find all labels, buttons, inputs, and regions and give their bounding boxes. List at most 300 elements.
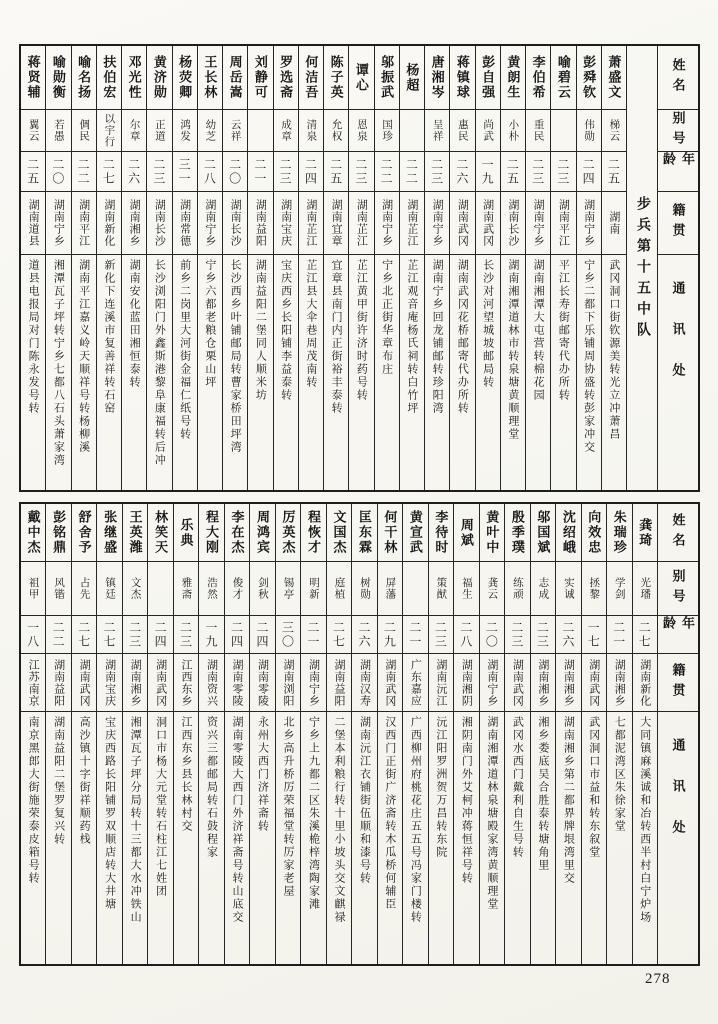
alias-cell-text: 清泉 <box>305 119 317 142</box>
origin-cell-text: 湖南 <box>607 211 620 235</box>
address-cell-text: 长沙对河望城坡邮局转 <box>481 259 494 389</box>
origin-cell-text: 湖南益阳 <box>332 658 345 707</box>
age-cell-text: 二七 <box>101 157 116 186</box>
name-cell <box>46 504 70 562</box>
name-cell <box>327 504 351 562</box>
name-cell-text: 张继盛 <box>102 510 118 555</box>
origin-cell-text: 湖南汉寿 <box>358 658 371 707</box>
alias-cell-text: 国珍 <box>381 119 393 142</box>
alias-cell <box>607 562 631 616</box>
origin-cell <box>72 654 96 712</box>
name-cell-text: 乐典 <box>178 517 194 548</box>
alias-cell <box>378 562 402 616</box>
address-cell-text: 平江长寿街邮寄代办所转 <box>557 259 570 402</box>
address-cell <box>122 255 146 490</box>
age-cell <box>225 616 249 654</box>
alias-cell <box>480 562 504 616</box>
name-cell <box>425 46 449 110</box>
age-cell-text: 二二 <box>404 157 419 186</box>
person-column <box>453 504 478 964</box>
alias-cell <box>148 562 172 616</box>
name-cell-text: 杨超 <box>404 62 420 93</box>
age-cell-text: 二一 <box>305 620 320 649</box>
alias-cell <box>551 110 575 152</box>
origin-cell <box>324 192 348 255</box>
address-cell-text: 宁乡二都下乐铺周协盛转彭家冲交 <box>582 259 595 454</box>
origin-cell <box>556 654 580 712</box>
address-cell <box>250 712 274 964</box>
name-cell <box>123 504 147 562</box>
name-cell-text: 黄济勋 <box>151 55 167 100</box>
age-cell-text: 二三 <box>555 157 570 186</box>
address-cell-text: 七都泥湾区朱徐家堂 <box>613 716 626 833</box>
age-cell <box>324 152 348 192</box>
age-cell-text: 二四 <box>229 620 244 649</box>
age-cell-text: 二七 <box>76 620 91 649</box>
age-cell <box>633 616 657 654</box>
address-cell <box>301 712 325 964</box>
origin-cell <box>199 654 223 712</box>
address-cell <box>72 712 96 964</box>
origin-cell <box>21 192 45 255</box>
address-cell <box>174 712 198 964</box>
name-cell-text: 彭自强 <box>480 55 496 100</box>
origin-cell <box>400 192 424 255</box>
address-cell-text: 湘潭瓦子坪分局转十三都大水冲铁山 <box>129 716 142 924</box>
person-column <box>555 504 580 964</box>
person-column <box>606 504 631 964</box>
alias-cell <box>21 110 45 152</box>
person-column <box>479 504 504 964</box>
name-cell-text: 谭心 <box>353 62 369 93</box>
alias-cell <box>72 562 96 616</box>
alias-cell-text: 俊才 <box>231 577 243 600</box>
person-column <box>275 504 300 964</box>
name-cell-text: 文国杰 <box>331 510 347 555</box>
name-cell <box>352 504 376 562</box>
age-cell-text: 二二 <box>51 620 66 649</box>
name-cell-text: 朱瑞珍 <box>611 510 627 555</box>
alias-cell-text: 庭植 <box>333 577 345 600</box>
column-header-1 <box>658 110 698 152</box>
alias-cell <box>198 110 222 152</box>
address-cell <box>223 255 247 490</box>
address-cell-text: 宁乡六都老粮仓栗山坪 <box>203 259 216 389</box>
alias-cell-text: 惠民 <box>456 119 468 142</box>
origin-cell-text: 湖南宁乡 <box>52 199 65 247</box>
alias-cell-text: 梯云 <box>608 119 620 142</box>
age-cell-text: 二六 <box>126 157 141 186</box>
address-cell <box>97 712 121 964</box>
age-cell <box>174 616 198 654</box>
name-cell <box>429 504 453 562</box>
alias-cell <box>123 562 147 616</box>
name-cell <box>174 504 198 562</box>
address-cell <box>21 255 45 490</box>
name-cell-text: 何干林 <box>382 510 398 555</box>
alias-cell-text: 镇廷 <box>104 577 116 600</box>
address-cell-text: 洞口市杨大元堂转石柱江七姓团 <box>154 716 167 898</box>
alias-cell <box>223 110 247 152</box>
name-cell <box>72 46 96 110</box>
name-cell <box>607 504 631 562</box>
name-cell-text: 扶伯宏 <box>101 55 117 100</box>
alias-cell-text: 云祥 <box>229 119 241 142</box>
age-cell <box>400 152 424 192</box>
name-cell <box>582 504 606 562</box>
age-cell <box>480 616 504 654</box>
alias-cell <box>274 110 298 152</box>
age-cell <box>299 152 323 192</box>
origin-cell-text: 湖南宝庆 <box>279 199 292 247</box>
age-cell-text: 二六 <box>454 157 469 186</box>
origin-cell-text: 湖南宁乡 <box>532 199 545 247</box>
age-cell-text: 二五 <box>328 157 343 186</box>
origin-cell <box>250 654 274 712</box>
age-cell-text: 二三 <box>127 620 142 649</box>
alias-cell-text: 尚武 <box>482 119 494 142</box>
person-column <box>147 504 172 964</box>
age-cell <box>97 616 121 654</box>
origin-cell <box>147 192 171 255</box>
address-cell-text: 资兴三都邮局转石鼓程家 <box>205 716 218 859</box>
name-cell-text: 周鸿宾 <box>255 510 270 555</box>
person-column <box>197 46 222 490</box>
alias-cell <box>349 110 373 152</box>
column-header-3-text: 籍贯 <box>670 203 686 243</box>
name-cell-text: 杨荧卿 <box>177 55 193 100</box>
origin-cell-text: 湖南芷江 <box>304 199 317 247</box>
age-cell <box>148 616 172 654</box>
column-header-4-text: 通讯处 <box>670 281 686 404</box>
name-cell-text: 邬国斌 <box>535 510 551 555</box>
origin-cell <box>450 192 474 255</box>
address-cell-text: 道县电报局对门陈永发号转 <box>27 259 40 415</box>
age-cell-text: 二〇 <box>227 157 242 186</box>
alias-cell <box>97 110 121 152</box>
address-cell-text: 湘乡娄底吴合胜泰转塘角里 <box>536 716 549 872</box>
address-cell-text: 湖南益阳二堡罗复兴转 <box>52 716 65 846</box>
alias-cell <box>375 110 399 152</box>
origin-cell-text: 湖南平江 <box>77 199 90 247</box>
person-column <box>21 46 45 490</box>
alias-cell-text: 拯黎 <box>588 577 600 600</box>
age-cell-text: 二三 <box>178 620 193 649</box>
name-cell-text: 李待时 <box>433 510 449 555</box>
age-cell <box>425 152 449 192</box>
person-column <box>273 46 298 490</box>
person-column <box>198 504 223 964</box>
column-header-4 <box>658 712 698 964</box>
address-cell <box>476 255 500 490</box>
origin-cell <box>223 192 247 255</box>
age-cell-text: 二三 <box>278 157 293 186</box>
column-header-4 <box>658 255 698 490</box>
address-cell-text: 大同镇麻溪诚和冶转西半村白宁炉场 <box>638 716 651 924</box>
name-cell-text: 喻名扬 <box>76 55 92 100</box>
alias-cell <box>301 562 325 616</box>
alias-cell-text: 剑秋 <box>257 577 268 600</box>
person-column <box>71 46 96 490</box>
name-cell <box>122 46 146 110</box>
name-cell <box>400 46 424 110</box>
name-cell <box>248 46 272 110</box>
name-cell-text: 龚琦 <box>637 517 653 548</box>
alias-cell <box>299 110 323 152</box>
age-cell-text: 二三 <box>530 157 545 186</box>
origin-cell <box>476 192 500 255</box>
alias-cell <box>21 562 45 616</box>
origin-cell-text: 湖南宁乡 <box>431 199 444 247</box>
address-cell-text: 湖南湘潭道林泉塘殿家湾黄顺理堂 <box>485 716 498 911</box>
age-cell <box>454 616 478 654</box>
origin-cell <box>97 654 121 712</box>
column-header-1-text: 别号 <box>670 568 686 609</box>
name-cell-text: 刘静可 <box>252 55 268 100</box>
age-cell-text: 二九 <box>382 620 397 649</box>
column-header-2-text: 年龄 <box>661 616 695 636</box>
address-cell <box>375 255 399 490</box>
origin-cell <box>505 654 529 712</box>
name-cell <box>21 504 45 562</box>
alias-cell <box>577 110 601 152</box>
age-cell-text: 二〇 <box>484 620 499 649</box>
age-cell-text: 二〇 <box>50 157 65 186</box>
alias-cell-text: 树勋 <box>358 577 370 600</box>
origin-cell <box>301 654 325 712</box>
name-cell-text: 邬振武 <box>379 55 395 100</box>
person-column <box>530 504 555 964</box>
name-cell <box>147 46 171 110</box>
address-cell-text: 宝庆西乡长阳铺李益泰转 <box>279 259 292 402</box>
name-cell <box>198 46 222 110</box>
alias-cell-text: 志成 <box>537 577 549 600</box>
age-cell <box>72 616 96 654</box>
age-cell <box>551 152 575 192</box>
roster-grid-bottom <box>19 502 700 966</box>
age-cell <box>123 616 147 654</box>
alias-cell <box>425 110 449 152</box>
column-header-4-text: 通讯处 <box>670 738 686 861</box>
origin-cell-text: 湖南益阳 <box>52 658 65 707</box>
age-cell <box>505 616 529 654</box>
origin-cell-text: 湖南宝庆 <box>103 658 116 707</box>
age-cell-text: 二六 <box>356 620 371 649</box>
alias-cell <box>324 110 348 152</box>
alias-cell-text: 福生 <box>460 577 472 600</box>
alias-cell <box>526 110 550 152</box>
origin-cell-text: 江西东乡 <box>180 658 193 707</box>
address-cell <box>378 712 402 964</box>
age-cell-text: 一七 <box>586 620 601 649</box>
origin-cell <box>198 192 222 255</box>
age-cell <box>276 616 300 654</box>
age-cell-text: 二二 <box>379 157 394 186</box>
address-cell <box>425 255 449 490</box>
alias-cell <box>450 110 474 152</box>
age-cell <box>301 616 325 654</box>
age-cell-text: 二四 <box>153 620 168 649</box>
alias-cell-text: 正道 <box>153 119 165 142</box>
age-cell <box>607 616 631 654</box>
alias-cell <box>250 562 274 616</box>
alias-cell <box>225 562 249 616</box>
origin-cell-text: 湖南武冈 <box>383 658 396 707</box>
person-column <box>550 46 575 490</box>
age-cell-text: 二三 <box>535 620 550 649</box>
address-cell-text: 二堡本利粮行转十里小坡头交文麒禄 <box>332 716 345 924</box>
address-cell <box>400 255 424 490</box>
name-cell <box>46 46 70 110</box>
column-header-2-text: 年龄 <box>661 152 695 172</box>
alias-cell <box>352 562 376 616</box>
person-column <box>298 46 323 490</box>
person-column <box>300 504 325 964</box>
address-cell-text: 宁乡北正街华章布庄 <box>380 259 393 376</box>
address-cell <box>97 255 121 490</box>
alias-cell <box>454 562 478 616</box>
age-cell-text: 一八 <box>25 620 40 649</box>
age-cell-text: 一九 <box>480 157 495 186</box>
origin-cell <box>526 192 550 255</box>
name-cell <box>531 504 555 562</box>
address-cell <box>248 255 272 490</box>
person-column <box>224 504 249 964</box>
person-column <box>377 504 402 964</box>
address-cell <box>526 255 550 490</box>
address-cell-text: 武冈水西门戴利自生号转 <box>511 716 524 859</box>
person-column <box>424 46 449 490</box>
person-column <box>475 46 500 490</box>
alias-cell <box>248 110 272 152</box>
age-cell <box>199 616 223 654</box>
age-cell-text: 二二 <box>76 157 91 186</box>
address-cell-text: 长沙浏阳门外鑫斯港黎阜康福转后冲 <box>153 259 166 467</box>
address-cell-text: 北乡高升桥厉荣福堂转厉家老屋 <box>281 716 294 898</box>
unit-label-column <box>626 46 657 490</box>
alias-cell-text: 恩泉 <box>355 119 367 142</box>
name-cell-text: 匡东霖 <box>356 510 372 555</box>
address-cell <box>349 255 373 490</box>
address-cell-text: 武冈洞口市益和转东叙堂 <box>587 716 600 859</box>
name-cell-text: 程恢才 <box>305 510 321 555</box>
age-cell <box>531 616 555 654</box>
address-cell-text: 南京黑郎大街施荣泰皮箱号转 <box>27 716 40 885</box>
column-header-0 <box>658 504 698 562</box>
name-cell <box>450 46 474 110</box>
alias-cell-text: 伟勋 <box>583 119 595 142</box>
address-cell-text: 宝庆西路长阳铺罗双顺店转大井塘 <box>103 716 116 911</box>
address-cell <box>299 255 323 490</box>
alias-cell <box>97 562 121 616</box>
age-cell-text: 二四 <box>581 157 596 186</box>
name-cell <box>480 504 504 562</box>
alias-cell <box>476 110 500 152</box>
person-column <box>399 46 424 490</box>
alias-cell <box>327 562 351 616</box>
name-cell <box>349 46 373 110</box>
address-cell-text: 高沙镇十字街祥顺药栈 <box>78 716 91 846</box>
age-cell <box>352 616 376 654</box>
age-cell <box>97 152 121 192</box>
address-cell <box>198 255 222 490</box>
address-cell <box>582 712 606 964</box>
origin-cell <box>299 192 323 255</box>
age-cell-text: 二五 <box>606 157 621 186</box>
alias-cell <box>501 110 525 152</box>
person-column <box>146 46 171 490</box>
origin-cell <box>123 654 147 712</box>
origin-cell-text: 湖南湘乡 <box>129 658 142 707</box>
address-cell-text: 永州大西门济祥斋转 <box>256 716 269 833</box>
person-column <box>351 504 376 964</box>
address-cell-text: 前乡二岗里大河街金福仁纸号转 <box>178 259 191 441</box>
origin-cell <box>582 654 606 712</box>
origin-cell <box>349 192 373 255</box>
origin-cell-text: 湖南芷江 <box>405 199 418 247</box>
alias-cell-text: 实诚 <box>562 577 574 600</box>
age-cell <box>46 152 70 192</box>
age-cell <box>21 616 45 654</box>
alias-cell-text: 祖甲 <box>27 577 39 600</box>
column-header-1 <box>658 562 698 616</box>
age-cell-text: 二七 <box>102 620 117 649</box>
address-cell-text: 武冈洞口街钦源美转光立冲萧昌 <box>607 259 620 441</box>
origin-cell-text: 湖南益阳 <box>254 199 267 247</box>
age-cell-text: 二三 <box>151 157 166 186</box>
roster-grid-top <box>19 44 700 492</box>
name-cell-text: 殷季璞 <box>509 510 525 555</box>
name-cell <box>375 46 399 110</box>
name-cell-text: 陈子英 <box>328 55 344 100</box>
origin-cell <box>602 192 626 255</box>
alias-cell <box>46 562 70 616</box>
address-cell-text: 湖南安化蓝田湘恒泰转 <box>128 259 141 389</box>
origin-cell <box>97 192 121 255</box>
age-cell-text: 二五 <box>25 157 40 186</box>
origin-cell-text: 湖南湘乡 <box>128 199 141 247</box>
address-cell <box>577 255 601 490</box>
alias-cell-text: 尔章 <box>128 119 140 142</box>
alias-cell-text: 倜民 <box>78 119 90 142</box>
origin-cell <box>425 192 449 255</box>
roster-table-top <box>19 44 700 492</box>
origin-cell <box>327 654 351 712</box>
address-cell-text: 湖南武冈花桥邮寄代办所转 <box>456 259 469 415</box>
alias-cell-text: 学剑 <box>613 577 625 600</box>
age-cell <box>526 152 550 192</box>
origin-cell-text: 湖南宁乡 <box>582 199 595 247</box>
name-cell-text: 黄叶中 <box>484 510 500 555</box>
address-cell <box>602 255 626 490</box>
address-cell <box>327 712 351 964</box>
origin-cell-text: 湖南武冈 <box>587 658 600 707</box>
origin-cell-text: 湖南资兴 <box>205 658 218 707</box>
alias-cell-text: 成章 <box>280 119 292 142</box>
age-cell <box>582 616 606 654</box>
name-cell <box>476 46 500 110</box>
alias-cell-text: 策猷 <box>435 577 447 600</box>
alias-cell-text: 锡亭 <box>282 577 294 600</box>
address-cell <box>276 712 300 964</box>
address-cell-text: 湖南宁乡回龙铺邮转珍阳湾 <box>431 259 444 415</box>
origin-cell-text: 湖南宁乡 <box>485 658 498 707</box>
origin-cell-text: 湖南武冈 <box>511 658 524 707</box>
age-cell <box>72 152 96 192</box>
person-column <box>504 504 529 964</box>
address-cell-text: 宁乡上九都二区朱溪桅梓湾陶家滩 <box>307 716 320 911</box>
age-cell-text: 二四 <box>255 620 269 649</box>
